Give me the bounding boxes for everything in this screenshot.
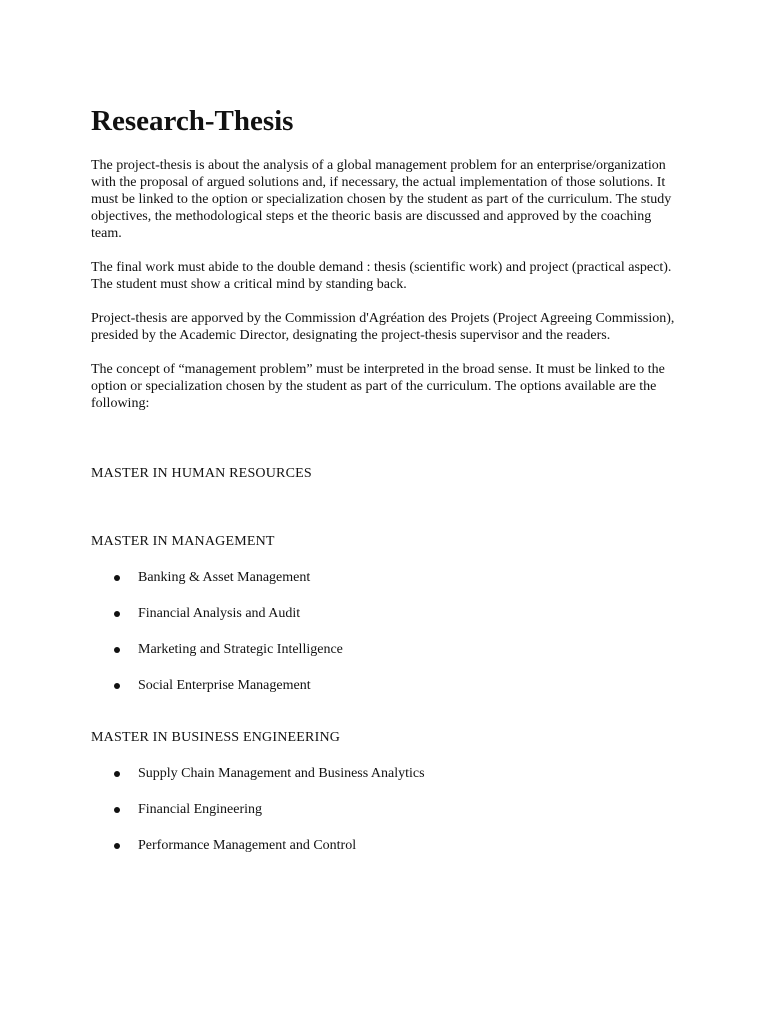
document-title: Research-Thesis (91, 105, 294, 137)
bullet-icon (114, 647, 120, 653)
spacer (91, 429, 678, 465)
list-item (91, 569, 678, 586)
list-item (91, 605, 678, 622)
paragraph-management-problem: The concept of “management problem” must be interpreted in the broad sense. It must be linked to the option or specialization chosen by the student as part of the curriculum. The options available are the following: (91, 362, 665, 411)
bullet-icon (114, 771, 120, 777)
bullet-icon (114, 575, 120, 581)
list-item-label: Banking & Asset Management (138, 570, 311, 585)
list-item-label: Marketing and Strategic Intelligence (138, 642, 343, 657)
list-item-label: Performance Management and Control (138, 838, 357, 853)
list-item (91, 641, 678, 658)
bullet-icon (114, 843, 120, 849)
section-heading-management: MASTER IN MANAGEMENT (91, 534, 275, 549)
bullet-icon (114, 683, 120, 689)
section-heading-human-resources: MASTER IN HUMAN RESOURCES (91, 466, 312, 481)
paragraph-approval: Project-thesis are apporved by the Commission d'Agréation des Projets (Project Agreeing Commission), presided by the Academic Director, designating the project-thesis supervisor and the readers. (91, 311, 675, 343)
business-engineering-options-list (91, 765, 678, 854)
list-item-label: Social Enterprise Management (138, 678, 311, 693)
paragraph-double-demand: The final work must abide to the double demand : thesis (scientific work) and project (practical aspect). The student must show a critical mind by standing back. (91, 260, 672, 292)
list-item (91, 765, 678, 782)
list-item-label: Financial Analysis and Audit (138, 606, 301, 621)
list-item-label: Supply Chain Management and Business Analytics (138, 766, 425, 781)
list-item-label: Financial Engineering (138, 802, 263, 817)
paragraph-intro: The project-thesis is about the analysis of a global management problem for an enterprise/organization with the proposal of argued solutions and, if necessary, the actual implementation of those solutions. It must be linked to the option or specialization chosen by the student as part of the curriculum. The study objectives, the methodological steps et the theoric basis are discussed and approved by the coaching team. (91, 158, 672, 241)
bullet-icon (114, 611, 120, 617)
list-item (91, 837, 678, 854)
management-options-list (91, 569, 678, 694)
section-heading-business-engineering: MASTER IN BUSINESS ENGINEERING (91, 730, 341, 745)
bullet-icon (114, 807, 120, 813)
list-item (91, 801, 678, 818)
list-item (91, 677, 678, 694)
